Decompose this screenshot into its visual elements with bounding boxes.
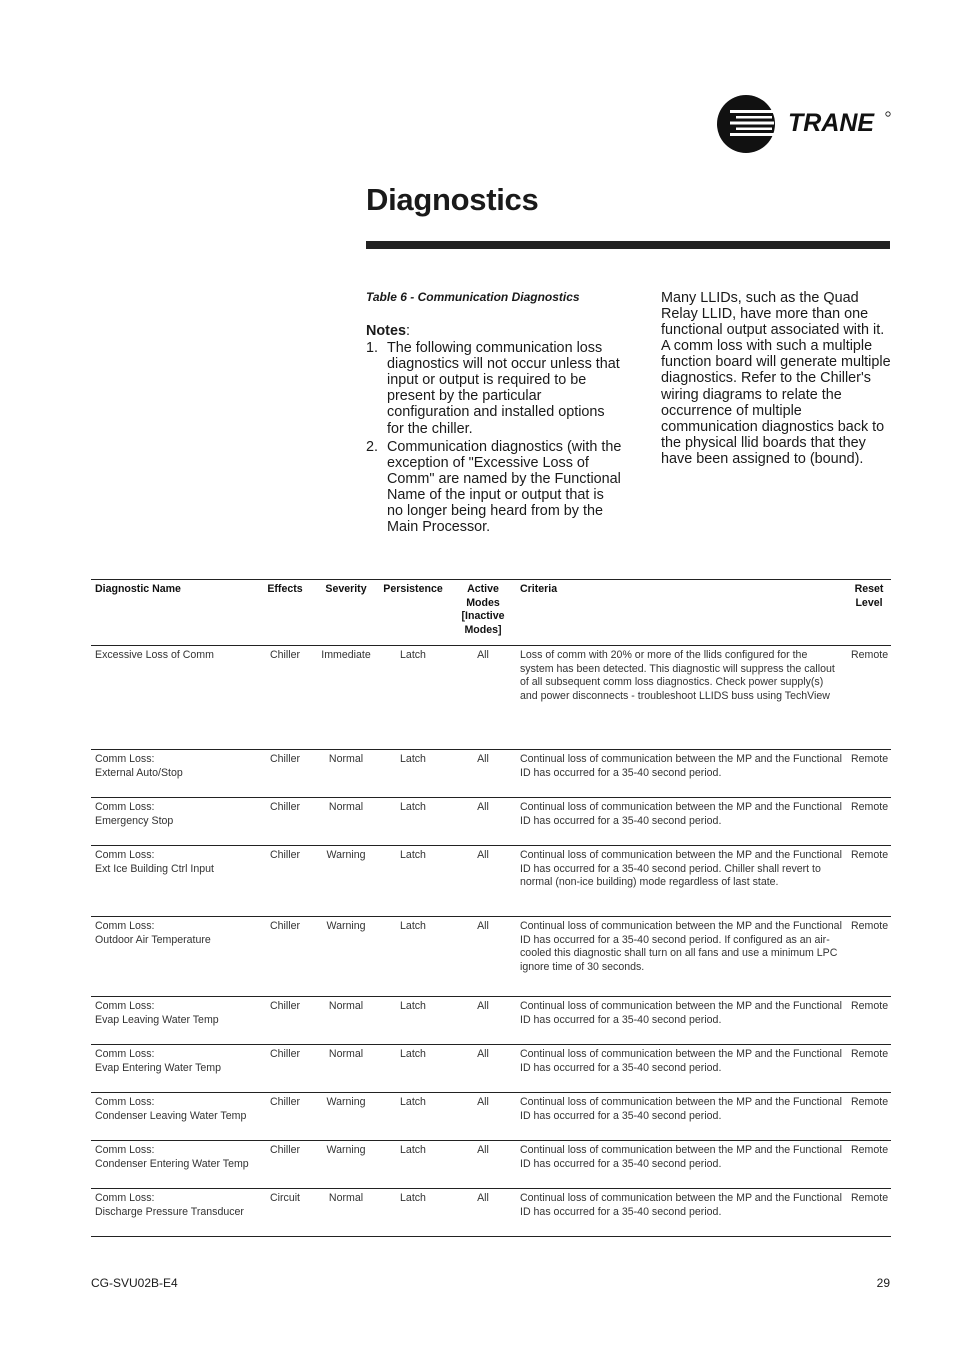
cell-diagnostic-name: Comm Loss: Evap Leaving Water Temp [91,997,254,1045]
cell-reset-level: Remote [847,646,891,750]
notes-label: Notes [366,323,406,339]
table-row [91,1045,891,1093]
cell-severity: Normal [316,798,376,846]
cell-persistence: Latch [376,917,450,997]
note-item [366,340,622,437]
cell-criteria: Continual loss of communication between the MP and the Functional ID has occurred for a 35-40 second period. [516,1189,847,1237]
title-rule [366,241,890,249]
table-row [91,750,891,798]
page-title: Diagnostics [366,182,539,217]
cell-effects: Chiller [254,798,316,846]
cell-active-modes: All [450,750,516,798]
cell-effects: Chiller [254,1141,316,1189]
notes-heading [366,323,622,339]
table-row [91,917,891,997]
intro-left-column [366,290,622,537]
table-row [91,646,891,750]
cell-persistence: Latch [376,846,450,917]
cell-active-modes: All [450,646,516,750]
footer-page-number: 29 [876,1276,890,1290]
cell-persistence: Latch [376,1045,450,1093]
cell-active-modes: All [450,1093,516,1141]
header-diagnostic-name: Diagnostic Name [91,580,254,646]
cell-criteria: Continual loss of communication between the MP and the Functional ID has occurred for a 35-40 second period. [516,1045,847,1093]
header-reset-level: Reset Level [847,580,891,646]
cell-diagnostic-name: Comm Loss: Evap Entering Water Temp [91,1045,254,1093]
note-item [366,439,622,536]
cell-reset-level: Remote [847,917,891,997]
note-number: 2. [366,438,379,455]
cell-criteria: Continual loss of communication between the MP and the Functional ID has occurred for a 35-40 second period. Chiller shall revert to normal (non-ice building) mode regardless of last state. [516,846,847,917]
cell-persistence: Latch [376,997,450,1045]
cell-effects: Chiller [254,997,316,1045]
cell-severity: Warning [316,917,376,997]
cell-severity: Warning [316,1141,376,1189]
header-persistence: Persistence [376,580,450,646]
note-text: The following communication loss diagnostics will not occur unless that input or output is required to be present by the particular configuration and installed options for the chiller. [387,340,620,437]
table-row [91,846,891,917]
cell-active-modes: All [450,798,516,846]
cell-reset-level: Remote [847,798,891,846]
table-row [91,1141,891,1189]
cell-criteria: Continual loss of communication between the MP and the Functional ID has occurred for a 35-40 second period. [516,1141,847,1189]
cell-diagnostic-name: Comm Loss: Condenser Entering Water Temp [91,1141,254,1189]
cell-persistence: Latch [376,1189,450,1237]
cell-active-modes: All [450,997,516,1045]
cell-criteria: Continual loss of communication between the MP and the Functional ID has occurred for a 35-40 second period. [516,1093,847,1141]
cell-severity: Immediate [316,646,376,750]
cell-criteria: Continual loss of communication between the MP and the Functional ID has occurred for a 35-40 second period. [516,750,847,798]
table-row [91,798,891,846]
cell-persistence: Latch [376,750,450,798]
cell-persistence: Latch [376,1141,450,1189]
cell-severity: Normal [316,997,376,1045]
trane-logo-mark [716,94,892,154]
cell-persistence: Latch [376,646,450,750]
communication-diagnostics-table [91,579,891,1237]
cell-criteria: Continual loss of communication between the MP and the Functional ID has occurred for a 35-40 second period. [516,997,847,1045]
trane-logo [716,94,892,154]
cell-reset-level: Remote [847,1189,891,1237]
cell-severity: Normal [316,750,376,798]
note-text: Communication diagnostics (with the exception of "Excessive Loss of Comm" are named by the Functional Name of the input or output that is no longer being heard from by the Main Processor. [387,438,622,536]
cell-effects: Chiller [254,846,316,917]
cell-reset-level: Remote [847,1045,891,1093]
cell-active-modes: All [450,917,516,997]
header-effects: Effects [254,580,316,646]
cell-diagnostic-name: Comm Loss: External Auto/Stop [91,750,254,798]
cell-effects: Circuit [254,1189,316,1237]
table-row [91,1093,891,1141]
cell-criteria: Continual loss of communication between the MP and the Functional ID has occurred for a 35-40 second period. [516,798,847,846]
intro-right-paragraph: Many LLIDs, such as the Quad Relay LLID, have more than one functional output associated with it. A comm loss with such a multiple function board will generate multiple diagnostics. Refer to the Chiller's wiring diagrams to relate the occurrence of multiple communication diagnostics back to the physical llid boards that they have been assigned to (bound). [661,290,891,467]
cell-persistence: Latch [376,798,450,846]
table-header-row [91,580,891,646]
notes-list [366,340,622,535]
cell-reset-level: Remote [847,997,891,1045]
cell-diagnostic-name: Comm Loss: Ext Ice Building Ctrl Input [91,846,254,917]
cell-effects: Chiller [254,750,316,798]
brand-wordmark: TRANE [788,109,875,137]
cell-severity: Warning [316,846,376,917]
cell-reset-level: Remote [847,846,891,917]
cell-criteria: Continual loss of communication between the MP and the Functional ID has occurred for a 35-40 second period. If configured as an air-cooled this diagnostic shall turn on all fans and use a minimum LPC ignore time of 30 seconds. [516,917,847,997]
table-caption: Table 6 - Communication Diagnostics [366,290,580,304]
cell-diagnostic-name: Comm Loss: Condenser Leaving Water Temp [91,1093,254,1141]
cell-criteria: Loss of comm with 20% or more of the llids configured for the system has been detected. This diagnostic will suppress the callout of all subsequent comm loss diagnostics. Check power supply(s) and power disconnects - troubleshoot LLIDS buss using TechView [516,646,847,750]
header-active-modes: Active Modes [Inactive Modes] [450,580,516,646]
cell-severity: Normal [316,1189,376,1237]
cell-diagnostic-name: Comm Loss: Discharge Pressure Transducer [91,1189,254,1237]
cell-reset-level: Remote [847,1093,891,1141]
cell-reset-level: Remote [847,750,891,798]
header-severity: Severity [316,580,376,646]
header-criteria: Criteria [516,580,847,646]
cell-effects: Chiller [254,917,316,997]
cell-persistence: Latch [376,1093,450,1141]
notes-colon: : [405,323,410,339]
cell-active-modes: All [450,1189,516,1237]
table-row [91,1189,891,1237]
cell-diagnostic-name: Comm Loss: Outdoor Air Temperature [91,917,254,997]
cell-effects: Chiller [254,1093,316,1141]
cell-effects: Chiller [254,646,316,750]
cell-active-modes: All [450,1045,516,1093]
cell-severity: Normal [316,1045,376,1093]
cell-active-modes: All [450,846,516,917]
footer-doc-code: CG-SVU02B-E4 [91,1276,178,1290]
cell-severity: Warning [316,1093,376,1141]
cell-reset-level: Remote [847,1141,891,1189]
cell-diagnostic-name: Excessive Loss of Comm [91,646,254,750]
note-number: 1. [366,340,379,357]
cell-effects: Chiller [254,1045,316,1093]
table-row [91,997,891,1045]
cell-active-modes: All [450,1141,516,1189]
cell-diagnostic-name: Comm Loss: Emergency Stop [91,798,254,846]
